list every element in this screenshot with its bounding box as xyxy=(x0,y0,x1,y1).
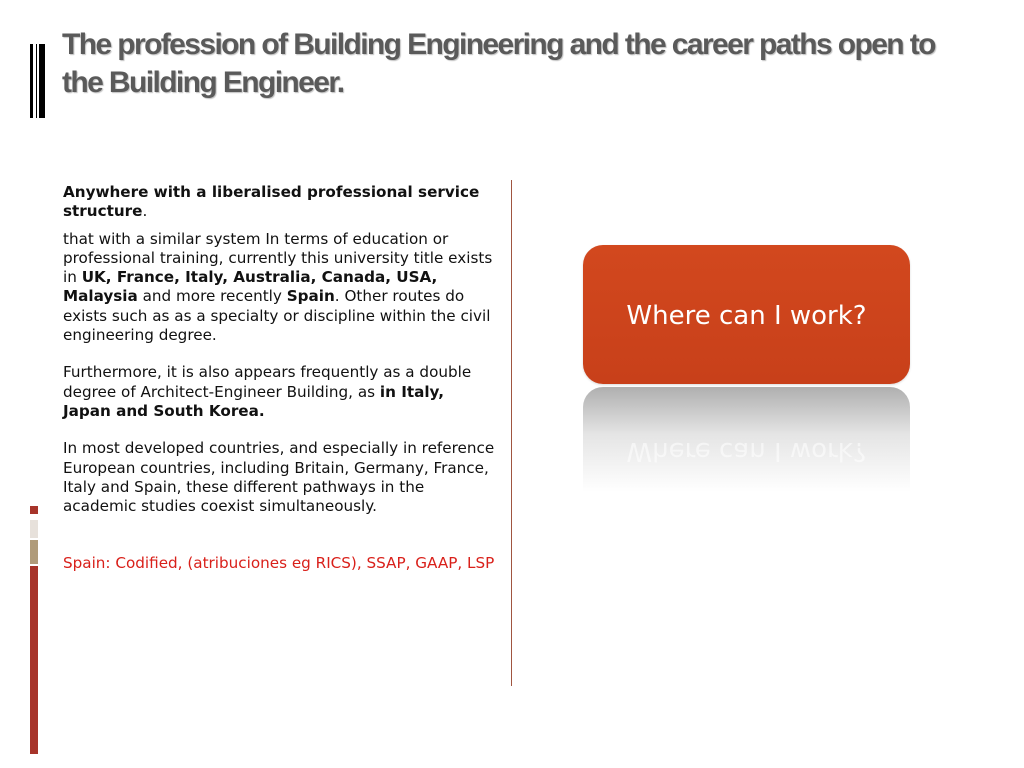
deco-square-red xyxy=(30,506,38,514)
box-reflection xyxy=(583,387,910,492)
paragraph-2 xyxy=(63,363,495,421)
paragraph-spain-red: Spain: Codified, (atribuciones eg RICS), SSAP, GAAP, LSP xyxy=(63,554,495,573)
box-reflection-label: Where can I work? xyxy=(626,436,867,466)
p2-text-a: Furthermore, it is also appears frequently as a double degree of Architect-Engineer Building, as xyxy=(63,363,472,401)
paragraph-heading xyxy=(63,183,495,222)
p1-text-e: . Other routes do exists such as as a specialty or discipline within the civil engineering degree. xyxy=(63,287,491,345)
p2-countries: in Italy, Japan and South Korea. xyxy=(63,382,445,420)
deco-square-tan xyxy=(30,540,38,564)
heading-text: Anywhere with a liberalised professional service structure xyxy=(63,183,480,221)
paragraph-1 xyxy=(63,230,495,346)
p1-spain: Spain xyxy=(286,287,335,306)
column-divider xyxy=(511,180,512,686)
where-can-i-work-box xyxy=(583,245,910,384)
paragraph-3: In most developed countries, and especially in reference European countries, including Britain, Germany, France, Italy and Spain, these different pathways in the academic studies coexist simultaneously. xyxy=(63,439,495,516)
heading-suffix: . xyxy=(142,202,148,221)
p1-countries: UK, France, Italy, Australia, Canada, USA, Malaysia xyxy=(63,268,438,306)
p1-text-c: and more recently xyxy=(137,287,287,306)
title-bars-decoration xyxy=(30,44,46,118)
box-label: Where can I work? xyxy=(626,301,867,331)
deco-bar-red xyxy=(30,566,38,754)
p1-text-a: that with a similar system In terms of education or professional training, currently this university title exists in xyxy=(63,229,493,287)
slide-title: The profession of Building Engineering and the career paths open to the Building Engineer. xyxy=(62,28,935,99)
body-text xyxy=(63,183,495,574)
left-decoration xyxy=(30,506,38,754)
deco-square-light xyxy=(30,520,38,538)
